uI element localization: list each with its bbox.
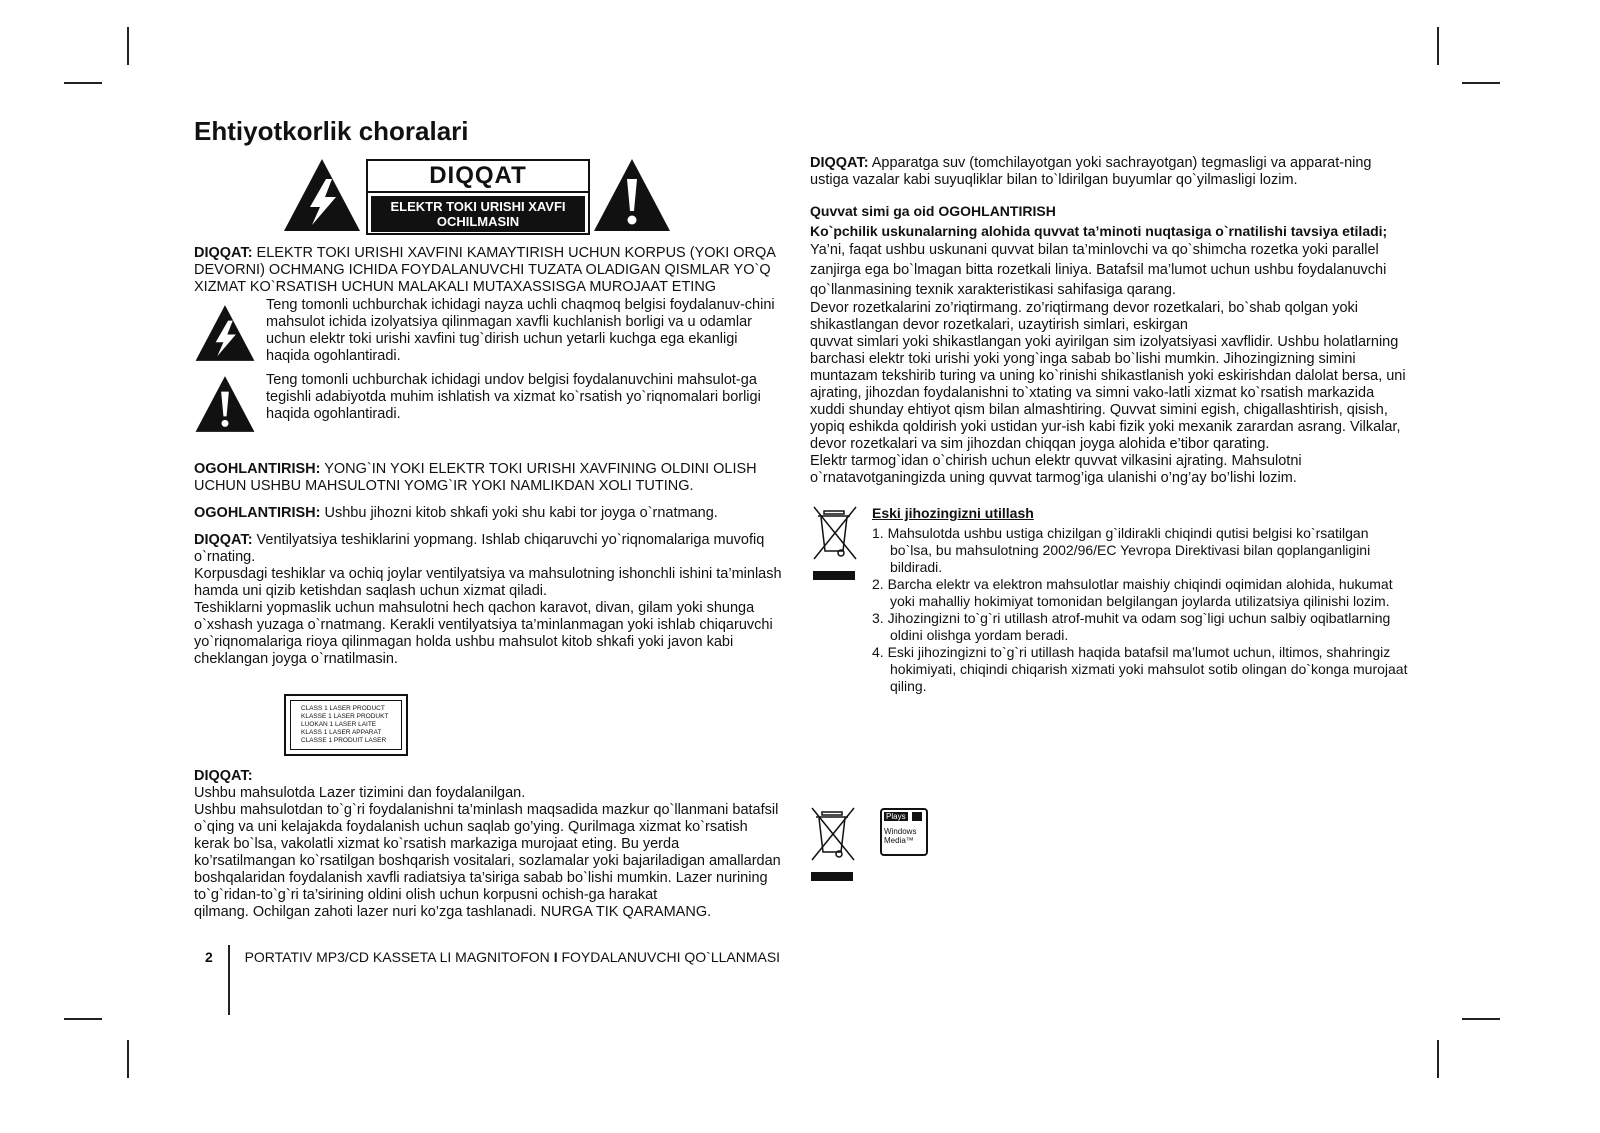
- ventilation-paragraph: [194, 532, 784, 566]
- lightning-triangle-icon: [194, 303, 256, 363]
- page-number: 2: [205, 949, 213, 965]
- warning-label: OGOHLANTIRISH:: [194, 505, 321, 521]
- right-column: [810, 155, 1410, 695]
- warning-label: OGOHLANTIRISH:: [194, 461, 321, 477]
- caution-paragraph: [194, 245, 784, 296]
- laser-caution-label: DIQQAT:: [194, 768, 253, 784]
- windows-media-logo: [880, 808, 928, 856]
- page-footer: [205, 949, 780, 965]
- ventilation-paragraph-3: Teshiklarni yopmaslik uchun mahsulotni hech qachon karavot, divan, gilam yoki shunga o`xshash yuzaga o`rnatmang. Kerakli ventilyatsiya ta’minlanmagan yoki ishlab chiqaruvchi yo`riqnomalariga rioya qilinmagan holda ushbu mahsulot kitob shkafi yoki javon kabi cheklangan joyga o`rnatilmasin.: [194, 600, 773, 667]
- crossed-wheelie-bin-icon: [810, 505, 860, 585]
- footer-text: PORTATIV MP3/CD KASSETA LI MAGNITOFON: [244, 949, 550, 965]
- page-title: Ehtiyotkorlik choralari: [194, 116, 469, 146]
- disposal-title: Eski jihozingizni utillash: [872, 505, 1034, 521]
- list-item: 3. Jihozingizni to`g`ri utillash atrof-muhit va odam sog`ligi uchun salbiy oqibatlarning oldini olishga yordam beradi.: [872, 610, 1391, 643]
- power-paragraph-1: Ya’ni, faqat ushbu uskunani quvvat bilan ta’minlovchi va qo`shimcha rozetka yoki parallel zanjirga ega bo`lmagan bitta rozetkali liniya. Batafsil ma’lumot uchun ushbu foydalanuvchi qo`llanmasining texnik xarakteristikasi sahifasiga qarang.: [810, 242, 1387, 298]
- caution-text: ELEKTR TOKI URISHI XAVFINI KAMAYTIRISH UCHUN KORPUS (YOKI ORQA DEVORNI) OCHMANG ICHIDA FOYDALANUVCHI TUZATA OLADIGAN QISMLAR YO`Q XIZMAT KO`RSATISH UCHUN MALAKALI MUTAXASSISGA MUROJAAT ETING: [194, 245, 776, 295]
- exclamation-triangle-icon: [194, 374, 256, 434]
- crop-mark: [64, 1018, 102, 1020]
- warning-text: Ushbu jihozni kitob shkafi yoki shu kabi tor joyga o`rnatmang.: [320, 505, 718, 521]
- power-paragraph-4: Elektr tarmog`idan o`chirish uchun elektr quvvat vilkasini ajrating. Mahsulotni o`rnatavotganingizda uning quvvat tarmog’iga ulanishi o’ng’ay bo’lishi lozim.: [810, 453, 1302, 486]
- crop-mark: [1437, 27, 1439, 65]
- laser-paragraph-3: qilmang. Ochilgan zahoti lazer nuri ko’zga tashlanadi. NURGA TIK QARAMANG.: [194, 904, 712, 920]
- water-caution-label: DIQQAT:: [810, 155, 869, 171]
- exclamation-triangle-icon: [592, 157, 672, 233]
- crop-mark: [1462, 1018, 1500, 1020]
- banner-box: [366, 159, 590, 235]
- laser-paragraph-2: Ushbu mahsulotdan to`g`ri foydalanishni ta’minlash maqsadida mazkur qo`llanmani batafsil o`qing va uni kelajakda foydalanish uchun saqlab go’ying. Qurilmaga xizmat ko`rsatish kerak bo`lsa, vakolatli xizmat ko`rsatish markaziga murojaat eting. Bu yerda ko’rsatilmangan ko`rsatilgan boshqarish vositalari, sozlamalar yoki bajariladigan amallardan boshqalaridan foydalanish xavfli radiatsiya ta’siriga sabab bo`lishi mumkin. Lazer nurining to`g`ridan-to`g`ri ta’sirining oldini olish uchun korpusni ochish-ga harakat: [194, 802, 781, 903]
- lightning-explanation: [194, 297, 784, 368]
- ventilation-paragraph-2: Korpusdagi teshiklar va ochiq joylar ventilyatsiya va mahsulotning ishonchli ishini ta’minlash hamda uni qizib ketishdan saqlash uchun xizmat qiladi.: [194, 566, 782, 599]
- banner-title: DIQQAT: [368, 161, 588, 193]
- ventilation-label: DIQQAT:: [194, 532, 253, 548]
- water-caution-paragraph: [810, 155, 1410, 189]
- crossed-wheelie-bin-icon: [808, 806, 858, 886]
- laser-label-line: KLASS 1 LASER APPARAT: [301, 729, 382, 736]
- lightning-text: Teng tomonli uchburchak ichidagi nayza uchli chaqmoq belgisi foydalanuv-chini mahsulot ichida izolyatsiya qilinmagan xavfli kuchlanish borligi va u odamlar uchun elektr toki urishi xavfini tug`dirish uchun yetarli kuchga ega ekanligi haqida ogohlantiradi.: [266, 297, 775, 364]
- wm-windows: Windows: [884, 827, 917, 836]
- power-cord-subheading: Ko`pchilik uskunalarning alohida quvvat ta’minoti nuqtasiga o`rnatilishi tavsiya etiladi;: [810, 223, 1388, 239]
- laser-paragraph-1: Ushbu mahsulotda Lazer tizimini dan foydalanilgan.: [194, 785, 526, 801]
- laser-label-line: LUOKAN 1 LASER LAITE: [301, 721, 377, 728]
- crop-mark: [64, 82, 102, 84]
- laser-label-line: CLASSE 1 PRODUIT LASER: [301, 737, 387, 744]
- banner-subtitle: [371, 196, 585, 232]
- power-paragraph-3: quvvat simlari yoki shikastlangan yoki ayirilgan sim izolyatsiyasi xavflidir. Ushbu holatlarning barchasi elektr toki urishi yoki yong`inga sabab bo`lishi mumkin. Jihozingizning simini muntazam tekshirib turing va uning ko`rinishi shikastlanish yoki eskirishdan dalolat bersa, uni ajrating, jihozdan foydalanishni to`xtating va simni vako-latli xizmat ko`rsatish markazida xuddi shunday ehtiyot qism bilan almashtiring. Quvvat simini egish, chigallashtirish, qisish, yopiq eshikda qoldirish yoki ustidan yur-ish kabi fizik yoki mexanik zarardan asrang. Vilkalar, devor rozetkalari va sim jihozdan chiqqan joyga alohida e’tibor qarating.: [810, 334, 1406, 452]
- wm-plays: Plays: [886, 812, 906, 821]
- ventilation-text: Ventilyatsiya teshiklarini yopmang. Ishlab chiqaruvchi yo`riqnomalariga muvofiq o`rnating.: [194, 532, 765, 565]
- caution-label: DIQQAT:: [194, 245, 253, 261]
- warning-banner: [194, 155, 784, 237]
- list-item: 2. Barcha elektr va elektron mahsulotlar maishiy chiqindi oqimidan alohida, hukumat yoki mahalliy hokimiyat tomonidan belgilangan joylarda utilizatsiya qilinishi lozim.: [872, 576, 1393, 609]
- bottom-icons: [808, 806, 858, 891]
- footer-text-2: FOYDALANUVCHI QO`LLANMASI: [561, 949, 781, 965]
- footer-separator: I: [553, 949, 558, 965]
- disposal-section: [810, 505, 1410, 695]
- crop-mark: [127, 1040, 129, 1078]
- laser-class-label: [284, 694, 408, 756]
- exclamation-explanation: [194, 372, 784, 439]
- crop-mark: [127, 27, 129, 65]
- windows-flag-icon: [912, 812, 922, 821]
- banner-subtitle-line: ELEKTR TOKI URISHI XAVFI: [390, 199, 566, 214]
- power-cord-heading: Quvvat simi ga oid OGOHLANTIRISH: [810, 203, 1056, 219]
- banner-subtitle-line: OCHILMASIN: [436, 214, 520, 229]
- crop-mark: [1462, 82, 1500, 84]
- wm-media: Media™: [884, 836, 914, 845]
- power-paragraph-2: Devor rozetkalarini zo’riqtirmang. zo’riqtirmang devor rozetkalari, bo`shab qolgan yoki shikastlangan devor rozetkalari, uzaytirish simlari, eskirgan: [810, 300, 1359, 333]
- lightning-triangle-icon: [282, 157, 362, 233]
- laser-label-line: KLASSE 1 LASER PRODUKT: [301, 713, 389, 720]
- disposal-list: [872, 525, 1410, 695]
- left-column: [194, 155, 784, 921]
- water-caution-text: Apparatga suv (tomchilayotgan yoki sachrayotgan) tegmasligi va apparat-ning ustiga vazalar kabi suyuqliklar bilan to`ldirilgan buyumlar qo`yilmasligi lozim.: [810, 155, 1372, 188]
- list-item: 1. Mahsulotda ushbu ustiga chizilgan g`ildirakli chiqindi qutisi belgisi ko`rsatilgan bo`lsa, bu mahsulotning 2002/96/EC Yevropa Direktivasi bilan qoplanganligini bildiradi.: [872, 525, 1371, 575]
- warning-paragraph: [194, 505, 784, 522]
- crop-mark: [1437, 1040, 1439, 1078]
- list-item: 4. Eski jihozingizni to`g`ri utillash haqida batafsil ma’lumot uchun, iltimos, shahringiz hokimiyati, chiqindi chiqarish xizmati yoki mahsulot sotib olingan do`konga murojaat qiling.: [872, 644, 1408, 694]
- laser-label-line: CLASS 1 LASER PRODUCT: [301, 705, 385, 712]
- exclamation-text: Teng tomonli uchburchak ichidagi undov belgisi foydalanuvchini mahsulot-ga tegishli adabiyotda muhim ishlatish va xizmat ko`rsatish yo`riqnomalari borligi haqida ogohlantiradi.: [266, 372, 761, 422]
- warning-text: YONG`IN YOKI ELEKTR TOKI URISHI XAVFINING OLDINI OLISH UCHUN USHBU MAHSULOTNI YOMG`IR YOKI NAMLIKDAN XOLI TUTING.: [194, 461, 757, 494]
- warning-paragraph: [194, 461, 784, 495]
